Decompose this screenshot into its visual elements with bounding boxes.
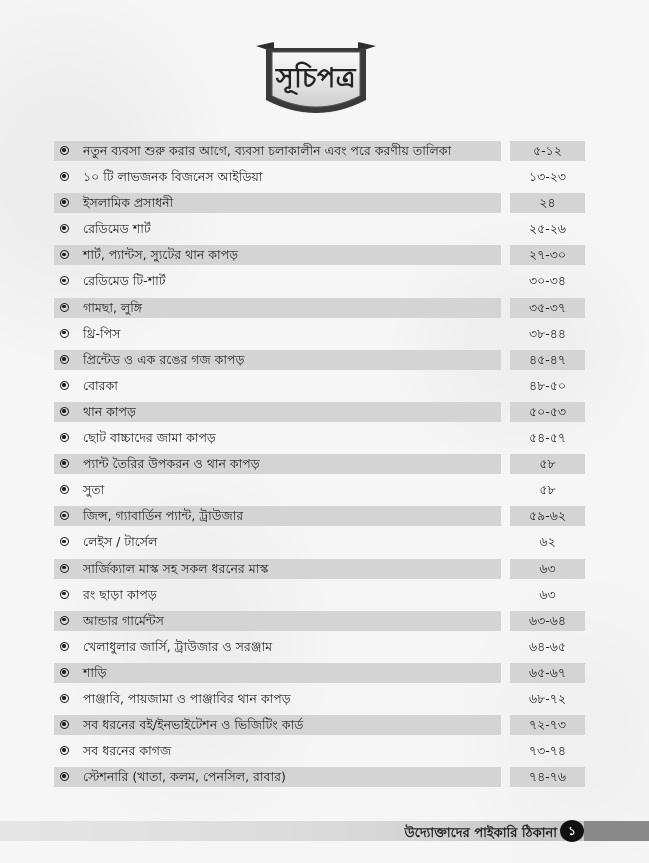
toc-item-page: ২৭-৩০ [528,247,567,263]
toc-row [54,764,585,790]
bullet-icon [60,407,69,416]
toc-item-page: ৬৩ [539,586,556,602]
toc-row [54,712,585,738]
toc-item-page: ৬৩ [539,560,556,576]
toc-item-label: সার্জিক্যাল মাস্ক সহ সকল ধরনের মাস্ক [83,560,269,576]
toc-item-page: ৫৮ [539,482,556,498]
toc-row [54,556,585,582]
toc-item-label: ইসলামিক প্রসাধনী [83,195,174,211]
toc-row [54,608,585,634]
toc-row [54,268,585,294]
bullet-icon [60,616,69,625]
toc-item-label: নতুন ব্যবসা শুরু করার আগে, ব্যবসা চলাকালীন এবং পরে করণীয় তালিকা [83,143,452,158]
toc-item-page: ৬৩-৬৪ [528,612,566,628]
bullet-icon [60,590,69,599]
toc-row [54,347,585,373]
toc-item-label: ১০ টি লাভজনক বিজনেস আইডিয়া [83,169,263,185]
toc-row [54,216,585,242]
footer-tail [584,821,649,841]
bullet-icon [60,329,69,338]
toc-row [54,503,585,529]
toc-row [54,138,585,164]
toc-row [54,242,585,268]
toc-row [54,321,585,347]
toc-item-page: ৪৫-৪৭ [529,351,566,367]
toc-item-page: ৬৮-৭২ [528,690,566,706]
toc-item-label: পাঞ্জাবি, পায়জামা ও পাঞ্জাবির থান কাপড় [83,690,291,706]
bullet-icon [60,642,69,651]
toc-row [54,634,585,660]
page-title: সূচিপত্র [275,63,357,94]
toc-row [54,190,585,216]
toc-item-page: ১৩-২৩ [528,169,566,185]
toc-item-label: গামছা, লুঙ্গি [83,299,143,315]
toc-item-page: ৫৯-৬২ [529,508,566,524]
bullet-icon [60,303,69,312]
toc-item-label: রেডিমেড টি-শার্ট [83,273,166,289]
toc-row [54,373,585,399]
bullet-icon [60,694,69,703]
toc-row [54,451,585,477]
bullet-icon [60,564,69,573]
toc-item-label: সব ধরনের বই/ইনভাইটেশন ও ভিজিটিং কার্ড [83,717,304,733]
toc-item-label: স্টেশনারি (খাতা, কলম, পেনসিল, রাবার) [83,769,286,785]
toc-item-label: সব ধরনের কাগজ [83,743,172,759]
row-label-background [54,324,501,344]
toc-item-page: ৩৮-৪৪ [529,325,566,341]
toc-item-label: জিন্স, গ্যাবার্ডিন প্যান্ট, ট্রাউজার [83,508,244,524]
toc-item-page: ৫-১২ [533,143,562,158]
toc-row [54,529,585,555]
title-banner [252,38,380,122]
toc-item-label: রং ছাড়া কাপড় [83,586,157,602]
toc-item-page: ৪৮-৫০ [529,377,566,393]
toc-item-label: আন্ডার গার্মেন্টস [83,612,164,628]
toc-item-page: ৭৪-৭৬ [528,769,566,785]
toc-item-label: থ্রি-পিস [83,325,121,341]
toc-item-label: সুতা [83,482,105,498]
toc-item-page: ৬৫-৬৭ [528,664,566,680]
toc-item-label: প্যান্ট তৈরির উপকরন ও থান কাপড় [83,456,260,472]
toc-item-page: ৭২-৭৩ [528,717,567,733]
row-label-background [54,376,501,396]
bullet-icon [60,668,69,677]
toc-item-page: ৭৩-৭৪ [528,743,566,759]
bullet-icon [60,381,69,390]
toc-item-label: লেইস / টার্সেল [83,534,158,550]
toc-item-label: থান কাপড় [83,403,136,419]
bullet-icon [60,146,69,155]
toc-item-page: ২৪ [539,195,556,211]
footer-title: উদ্যোক্তাদের পাইকারি ঠিকানা [404,826,557,841]
row-label-background [54,663,501,683]
toc-item-page: ২৫-২৬ [528,221,566,237]
toc-item-page: ৫০-৫৩ [529,403,566,419]
bullet-icon [60,433,69,442]
bullet-icon [60,720,69,729]
bullet-icon [60,355,69,364]
toc-item-label: প্রিন্টেড ও এক রঙের গজ কাপড় [83,351,245,367]
toc-row [54,425,585,451]
toc-row [54,686,585,712]
toc-item-page: ৬৪-৬৫ [529,638,566,654]
toc-item-label: ছোট বাচ্চাদের জামা কাপড় [83,430,216,446]
toc-item-label: শাড়ি [83,664,107,680]
page-number: ১ [560,820,584,842]
toc-item-page: ৫৪-৫৭ [529,430,566,446]
toc-row [54,738,585,764]
toc-item-page: ৩৫-৩৭ [528,299,566,315]
toc-row [54,582,585,608]
toc-row [54,399,585,425]
toc-row [54,477,585,503]
toc-item-label: শার্ট, প্যান্টস, স্যুটের থান কাপড় [83,247,239,263]
toc-item-page: ৫৮ [539,456,556,472]
toc-item-page: ৬২ [539,534,556,550]
row-label-background [54,480,501,500]
table-of-contents [54,138,585,790]
toc-row [54,295,585,321]
toc-row [54,164,585,190]
toc-item-label: বোরকা [83,377,118,393]
toc-item-label: রেডিমেড শার্ট [83,221,151,237]
toc-item-label: খেলাধুলার জার্সি, ট্রাউজার ও সরঞ্জাম [83,638,273,654]
toc-item-page: ৩০-৩৪ [528,273,566,289]
toc-row [54,660,585,686]
